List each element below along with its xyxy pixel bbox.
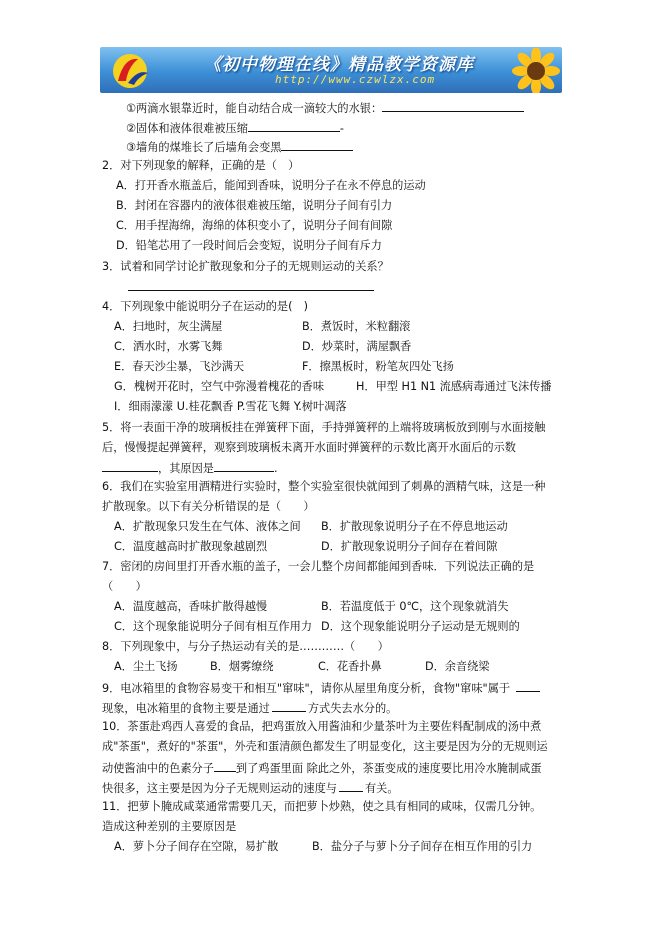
q8-option-c[interactable]: C．花香扑鼻 (318, 660, 382, 673)
q1-item-1: ①两滴水银靠近时，能自动结合成一滴较大的水银： (126, 99, 524, 117)
q11-option-a[interactable]: A．萝卜分子间存在空隙，易扩散 (114, 840, 279, 853)
q8-option-d[interactable]: D．余音绕梁 (425, 660, 490, 673)
q10-text-line3: 动使酱油中的色素分子 到了鸡蛋里面 除此之外，茶蛋变成的速度要比用冷水腌制咸蛋 (102, 759, 542, 777)
q9-text-line2: 现象，电冰箱里的食物主要是通过 方式失去水分的。 (102, 699, 397, 717)
q6-text-line2: 扩散现象。以下有关分析错误的是（ ） (102, 500, 315, 513)
q6-option-a[interactable]: A．扩散现象只发生在气体、液体之间 (114, 520, 301, 533)
q6-option-d[interactable]: D．扩散现象说明分子间存在着间隙 (321, 540, 498, 553)
q6-option-c[interactable]: C．温度越高时扩散现象越剧烈 (114, 540, 268, 553)
q4-option[interactable]: E．春天沙尘暴，飞沙满天 (114, 360, 245, 373)
q7-option-b[interactable]: B．若温度低于 0℃，这个现象就消失 (321, 600, 509, 613)
answer-blank[interactable] (272, 699, 306, 712)
q8-stem: 8．下列现象中，与分子热运动有关的是…………（ ） (102, 640, 389, 653)
q10-text-line4: 快很多，这主要是因为分子无规则运动的速度与 有关。 (102, 779, 399, 797)
q2-stem: 2．对下列现象的解释，正确的是（ ） (102, 159, 300, 172)
q4-option[interactable]: F．擦黑板时，粉笔灰四处飞扬 (302, 360, 454, 373)
q11-text-line1: 11．把萝卜腌成咸菜通常需要几天，而把萝卜炒熟，使之具有相同的咸味，仅需几分钟。 (102, 800, 542, 813)
q4-option[interactable]: B．煮饭时，米粒翻滚 (302, 320, 411, 333)
q5-text-line3: ，其原因是 . (102, 459, 278, 477)
answer-blank[interactable] (102, 459, 158, 472)
q1-item-2: ②固体和液体很难被压缩 - (126, 119, 344, 137)
q1-item-3: ③墙角的煤堆长了后墙角会变黑 (126, 138, 353, 156)
answer-blank[interactable] (214, 459, 274, 472)
q4-option[interactable]: A．扫地时，灰尘满屋 (114, 320, 223, 333)
sunflower-icon (500, 48, 560, 93)
answer-blank[interactable] (339, 779, 363, 792)
q9-text-line1: 9．电冰箱里的食物容易变干和相互"窜味"，请你从屋里角度分析，食物"窜味"属于 (102, 679, 540, 697)
answer-blank[interactable] (248, 119, 340, 132)
answer-blank[interactable] (281, 138, 353, 151)
q4-option[interactable]: H．甲型 H1 N1 流感病毒通过飞沫传播 (356, 380, 552, 393)
q6-text-line1: 6．我们在实验室用酒精进行实验时，整个实验室很快就闻到了刺鼻的酒精气味，这是一种 (102, 480, 546, 493)
q3-stem: 3．试着和同学讨论扩散现象和分子的无规则运动的关系？ (102, 260, 389, 273)
q10-text-line1: 10．茶蛋赴鸡西人喜爱的食品，把鸡蛋放入用酱油和少量茶叶为主要佐料配制成的汤中煮 (102, 720, 542, 733)
q2-option-b[interactable]: B．封闭在容器内的液体很难被压缩，说明分子间有引力 (116, 199, 393, 212)
answer-blank[interactable] (516, 679, 540, 692)
q10-text-line2: 成"茶蛋"，煮好的"茶蛋"，外壳和蛋清颜色都发生了明显变化，这主要是因为分的无规则运 (102, 740, 548, 753)
banner-title: 《初中物理在线》精品教学资源库 (204, 55, 474, 75)
q5-text-line2: 后，慢慢提起弹簧秤，观察到玻璃板未离开水面时弹簧秤的示数比离开水面后的示数 (102, 441, 516, 454)
q7-option-c[interactable]: C．这个现象能说明分子间有相互作用力 (114, 620, 313, 633)
q5-text-line1: 5．将一表面干净的玻璃板挂在弹簧秤下面，手持弹簧秤的上端将玻璃板放到刚与水面接触 (102, 421, 546, 434)
q8-option-b[interactable]: B．烟雾缭绕 (210, 660, 274, 673)
q2-option-d[interactable]: D．铅笔芯用了一段时间后会变短，说明分子间有斥力 (116, 239, 382, 252)
q11-text-line2: 造成这种差别的主要原因是 (102, 820, 237, 833)
q6-option-b[interactable]: B．扩散现象说明分子在不停息地运动 (321, 520, 508, 533)
q2-option-c[interactable]: C．用手捏海绵，海绵的体积变小了，说明分子间有间隙 (116, 219, 393, 232)
site-logo (108, 51, 152, 89)
q11-option-b[interactable]: B．盐分子与萝卜分子间存在相互作用的引力 (312, 840, 533, 853)
q3-answer-line[interactable] (128, 290, 374, 291)
answer-blank[interactable] (382, 99, 524, 112)
q7-option-d[interactable]: D．这个现象能说明分子运动是无规则的 (321, 620, 520, 633)
header-banner (100, 47, 562, 93)
q4-option[interactable]: G．槐树开花时，空气中弥漫着槐花的香味 (114, 380, 325, 393)
q4-option[interactable]: D．炒菜时，满屋飘香 (302, 340, 412, 353)
q2-option-a[interactable]: A．打开香水瓶盖后，能闻到香味，说明分子在永不停息的运动 (116, 179, 426, 192)
q4-stem: 4．下列现象中能说明分子在运动的是( ) (102, 300, 309, 313)
q4-option-row[interactable]: I．细雨濛濛 U.桂花飘香 P.雪花飞舞 Y.树叶凋落 (114, 400, 347, 413)
q8-option-a[interactable]: A．尘土飞扬 (114, 660, 178, 673)
q7-text-line1: 7．密闭的房间里打开香水瓶的盖子，一会儿整个房间都能闻到香味．下列说法正确的是 (102, 560, 535, 573)
banner-url: http://www.czwlzx.com (275, 73, 436, 86)
q7-text-line2: （ ） (102, 580, 147, 593)
answer-blank[interactable] (214, 759, 236, 772)
q7-option-a[interactable]: A．温度越高，香味扩散得越慢 (114, 600, 268, 613)
q4-option[interactable]: C．洒水时，水雾飞舞 (114, 340, 223, 353)
